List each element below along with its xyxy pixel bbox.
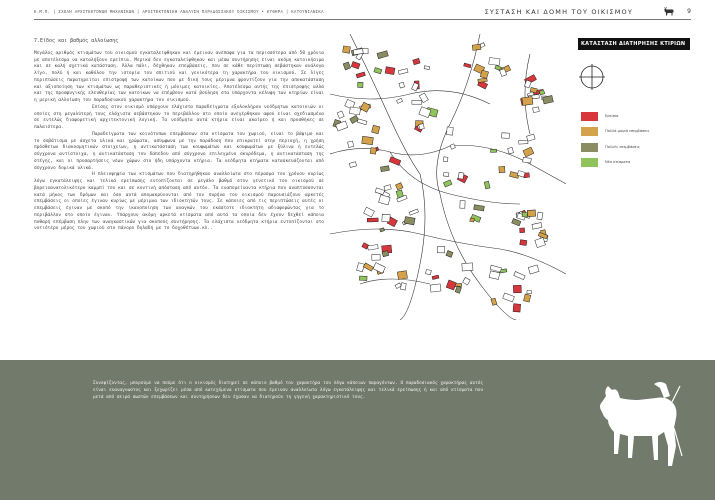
building (489, 271, 500, 280)
building (380, 166, 389, 172)
building (491, 149, 497, 152)
building (351, 62, 360, 69)
building (455, 286, 461, 293)
building (398, 69, 408, 75)
building (400, 283, 406, 290)
building (463, 277, 471, 285)
building (458, 172, 464, 179)
building (502, 133, 510, 139)
building (385, 67, 395, 75)
building (363, 263, 373, 271)
legend-label: Ερείπια (605, 114, 619, 118)
building (412, 101, 422, 105)
building (446, 251, 453, 258)
building (443, 173, 448, 177)
building (362, 136, 374, 144)
building (372, 125, 380, 134)
building (460, 201, 465, 209)
page-title: ΣΥΣΤΑΣΗ ΚΑΙ ΔΟΜΗ ΤΟΥ ΟΙΚΙΣΜΟΥ (484, 8, 633, 16)
building (384, 185, 391, 191)
building (437, 246, 444, 252)
building (364, 207, 375, 217)
building (374, 68, 382, 74)
building (419, 124, 425, 130)
legend-label: Πολλές επεμβάσεις (605, 145, 640, 149)
building-layer (333, 43, 553, 312)
paragraph: Η πλειοψηφία των κτισμάτων που διατηρήθηκαν αναλλοίωτα στο πέρασμα του χρόνου κυρίως λόγω εγκατάλειψης και τελικά ερείπωσης εντοπίζονται σε μεγάλο βαθμό στον γενετικό του οικισμού σε βορειοανατολικότερο καμμπί του και σε κοντινή απόσταση από αυτόν. Τα εναπομείναντα κτήρια που αναπτύσσονται κατά μήκος των δρόμων και όσο αυτά απομακρύνονται από τον πυρήνα του οικισμού παρουσιάζουν αρκετές επεμβάσεις οι οποίες έγιναν κυρίως με μέριμνα των ιδιοκτητών τους. Σε κάποιες από τις περιπτώσεις αυτές οι επεμβάσεις έγιναν με σκοπό την ικανοποίηση των αναγκών του εκάστοτε ιδιοκτήτη αδιαφορώντας για το περιβάλλον στο οποίο έγιναν. Υπάρχουν ακόμη αρκετά κτίσματα από αυτά τα οποία δεν έχουν δεχθεί κάποια ποθαρή επέμβαση πλην των αναγκαστικών για σκοπούς συντήρησης. Τα ελάχιστα νεόδμητα κτήρια εντοπίζονται στο νοτιότερο μέρος του χωριού στο πάνορο δηλαδή με το δοχοθέτυων.κλ.. (34, 172, 324, 232)
building (412, 83, 419, 91)
building (377, 51, 388, 59)
building (399, 82, 405, 88)
breadcrumb: Ε.Μ.Π. | ΣΧΟΛΗ ΑΡΧΙΤΕΚΤΟΝΩΝ ΜΗΧΑΝΙΚΩΝ | ΑΡΧΙΤΕΚΤΟΝΙΚΗ ΑΝΑΛΥΣΗ ΠΑΡΑΔΟΣΙΑΚΟΥ ΟΙΚΙΣΜΟΥ • ΚΥΘΗΡΑ | ΚΑΤΟΥΝΙΑΝΙΚΑ (34, 9, 324, 14)
building (367, 218, 378, 222)
legend-swatch (581, 158, 598, 167)
goat-illustration-icon (594, 376, 686, 472)
building (397, 271, 407, 280)
building (380, 228, 385, 232)
building (489, 58, 500, 66)
building (520, 228, 525, 233)
building (520, 240, 527, 246)
page-number: 9 (687, 8, 691, 15)
building (349, 162, 356, 168)
building (432, 275, 439, 280)
paragraph: Παραδείγματα των κοινότυπων επεμβάσεων στα κτίσματα του χωριού, είναι το βάψιμο και το σοβάτισμα με άσχετα υλικά και χρώματα, ασύμφωνα με την παράδοση που επικρατεί στην περιοχή, η χρήση πρόσθετων διακοσμητικών στοιχείων, η αντικατάσταση των κουφωμάτων και κουφωμάτων με ξύλινα ή εντελώς σύγχρονα αντίστοιχα, η αντικατάσταση του δάπεδου από σύγχρονο επιλεγμένο σκυρόδεμα, η αντικατάσταση της στέγης, και οι προσαρτήσεις νέων χώρων στο ήδη υπάρχοντα κτήρια. Τα νεόδμητα κτήματα κατασκευάζονται από σύγχρονο δομικά υλικά. (34, 131, 324, 171)
building (503, 293, 515, 302)
building (446, 127, 453, 135)
building (357, 119, 367, 125)
building (523, 157, 532, 163)
building (343, 62, 351, 70)
building (359, 276, 367, 281)
building (443, 180, 452, 187)
building (527, 210, 536, 217)
building (491, 298, 497, 305)
building (514, 272, 525, 280)
legend-label: Νέα κτίσματα (605, 160, 631, 164)
building (349, 107, 360, 115)
building (358, 82, 364, 87)
goat-icon (663, 7, 675, 16)
building (430, 284, 441, 292)
building (397, 98, 403, 103)
page-header (0, 0, 715, 22)
building (395, 283, 401, 289)
paragraph: Επίσης στον οικισμό υπάρχουν ελάχιστα παραδείγματα εξολοκλήρου νεόδμητων κατοικιών οι οποίες στη μεγαλύτερή τους ελάχιστα σεβάστηκαν το περιβάλλον στο οποίο ανεγέρθηκαν αφού είναι σχεδιασμένα σε εντελώς διαφορετική αρχιτεκτονική λογική. Τα νεόδμητα αυτά κτήρια είναι ακαίρεο ή και προσθήκες σε παλαιότερα. (34, 104, 324, 130)
building (446, 280, 456, 290)
body-text (34, 38, 324, 233)
building (413, 58, 420, 64)
building (368, 245, 379, 251)
building (474, 205, 485, 211)
legend-swatch (581, 127, 598, 136)
building (499, 166, 505, 172)
building (484, 181, 490, 189)
conclusion-text: Συνοψίζοντας, μπορούμε να πούμε ότι ο οικισμός διατηρεί σε κάποιο βαθμό τον χαρακτήρα του λόγω κάποιων παραγόντων. Ο παραδοσιακός χαρακτήρας αυτός είναι ευαναγνωστος και ξεχωρίζει μέσα από κατεχόμενα κτίσματα που έμειναν αναλλοίωτα λόγω εγκατάλειψης και τελικά ερείπωσης ή και από κτίσματα που μετά από σειρά σωστών επεμβάσεων και συντηρήσεων δεν έχασαν να διατηρούν τη γηγενή χαρακτηριστικό τους. (93, 381, 483, 400)
paragraph: Μεγάλος αριθμός κτισμάτων του οικισμού εγκαταλείφθηκαν και έμειναν ανέπαφα για τα περισσότερα από 50 χρόνια με αποτέλεσμα να καταλήξουν ερείπια. Μερικά δεν εγκαταλείφθηκαν και μέσω συντήρησης είναι ακόμη κατοικήσιμα και σε καλή σχετικά κατάσταση. Άλλα πάλι, δέχθηκαν επεμβάσεις, που σε κάθε περίπτωση σεβάστηκαν ανάλογα λίγο, πολύ ή και καθόλου την ιστορία του σπιτιού και γενικότερα τη χαρακτήρα του οικισμού. Σε λίγες περιπτώσεις παρατηρείται επιστροφή των κατοίκων που με δική τους μέριμνα φροντίζουν για την αποκατάσταση και αξιοποίηση των κτισμάτων ως παραθεριστικές ή μόνιμες κατοικίες. Αποτέλεσμα αυτής της επιστροφής αλλά και της προσφυγικής ελευθερίας των κατοίκων να επέμβουν κατά βούληση στα υπάρχοντα κέλυφη των κτηρίων είναι η μερική αλλοίωση του παραδοσιακού χαρακτήρα του οικισμού. (34, 50, 324, 103)
building (519, 140, 528, 144)
building (370, 148, 376, 155)
section-heading: 7.Είδος και βαθμός αλλοίωσης (34, 38, 119, 44)
building (537, 212, 543, 220)
building (382, 214, 390, 222)
building (464, 63, 471, 68)
building (396, 183, 403, 190)
building (409, 209, 418, 215)
legend-swatch (581, 112, 598, 121)
legend-label: Πολλά μικρά επεμβάσεις (605, 129, 650, 133)
building (512, 219, 521, 226)
building (472, 44, 481, 50)
building (532, 223, 542, 230)
header-divider (34, 19, 691, 20)
building (508, 147, 514, 154)
building (522, 212, 528, 217)
legend-title: ΚΑΤΑΣΤΑΣΗ ΔΙΑΤΗΡΗΣΗΣ ΚΤΙΡΙΩΝ (578, 38, 690, 50)
building (522, 97, 533, 106)
building (513, 285, 521, 293)
building (426, 270, 432, 275)
map-legend (578, 38, 690, 50)
building (356, 72, 365, 78)
building (372, 254, 380, 260)
building (424, 66, 430, 70)
building (513, 304, 521, 312)
building (523, 147, 534, 157)
building (528, 265, 539, 274)
building (462, 263, 473, 271)
building (533, 107, 540, 113)
building (343, 46, 351, 53)
building (450, 144, 455, 149)
building (357, 263, 365, 272)
building (389, 157, 401, 166)
building (527, 290, 532, 293)
building (443, 157, 448, 162)
north-arrow-icon (579, 64, 605, 90)
building (470, 218, 474, 222)
building (478, 78, 487, 83)
settlement-map (330, 34, 566, 320)
building (360, 102, 370, 112)
building (337, 111, 344, 119)
building (524, 294, 531, 302)
legend-swatch (581, 143, 598, 152)
building (348, 141, 354, 147)
